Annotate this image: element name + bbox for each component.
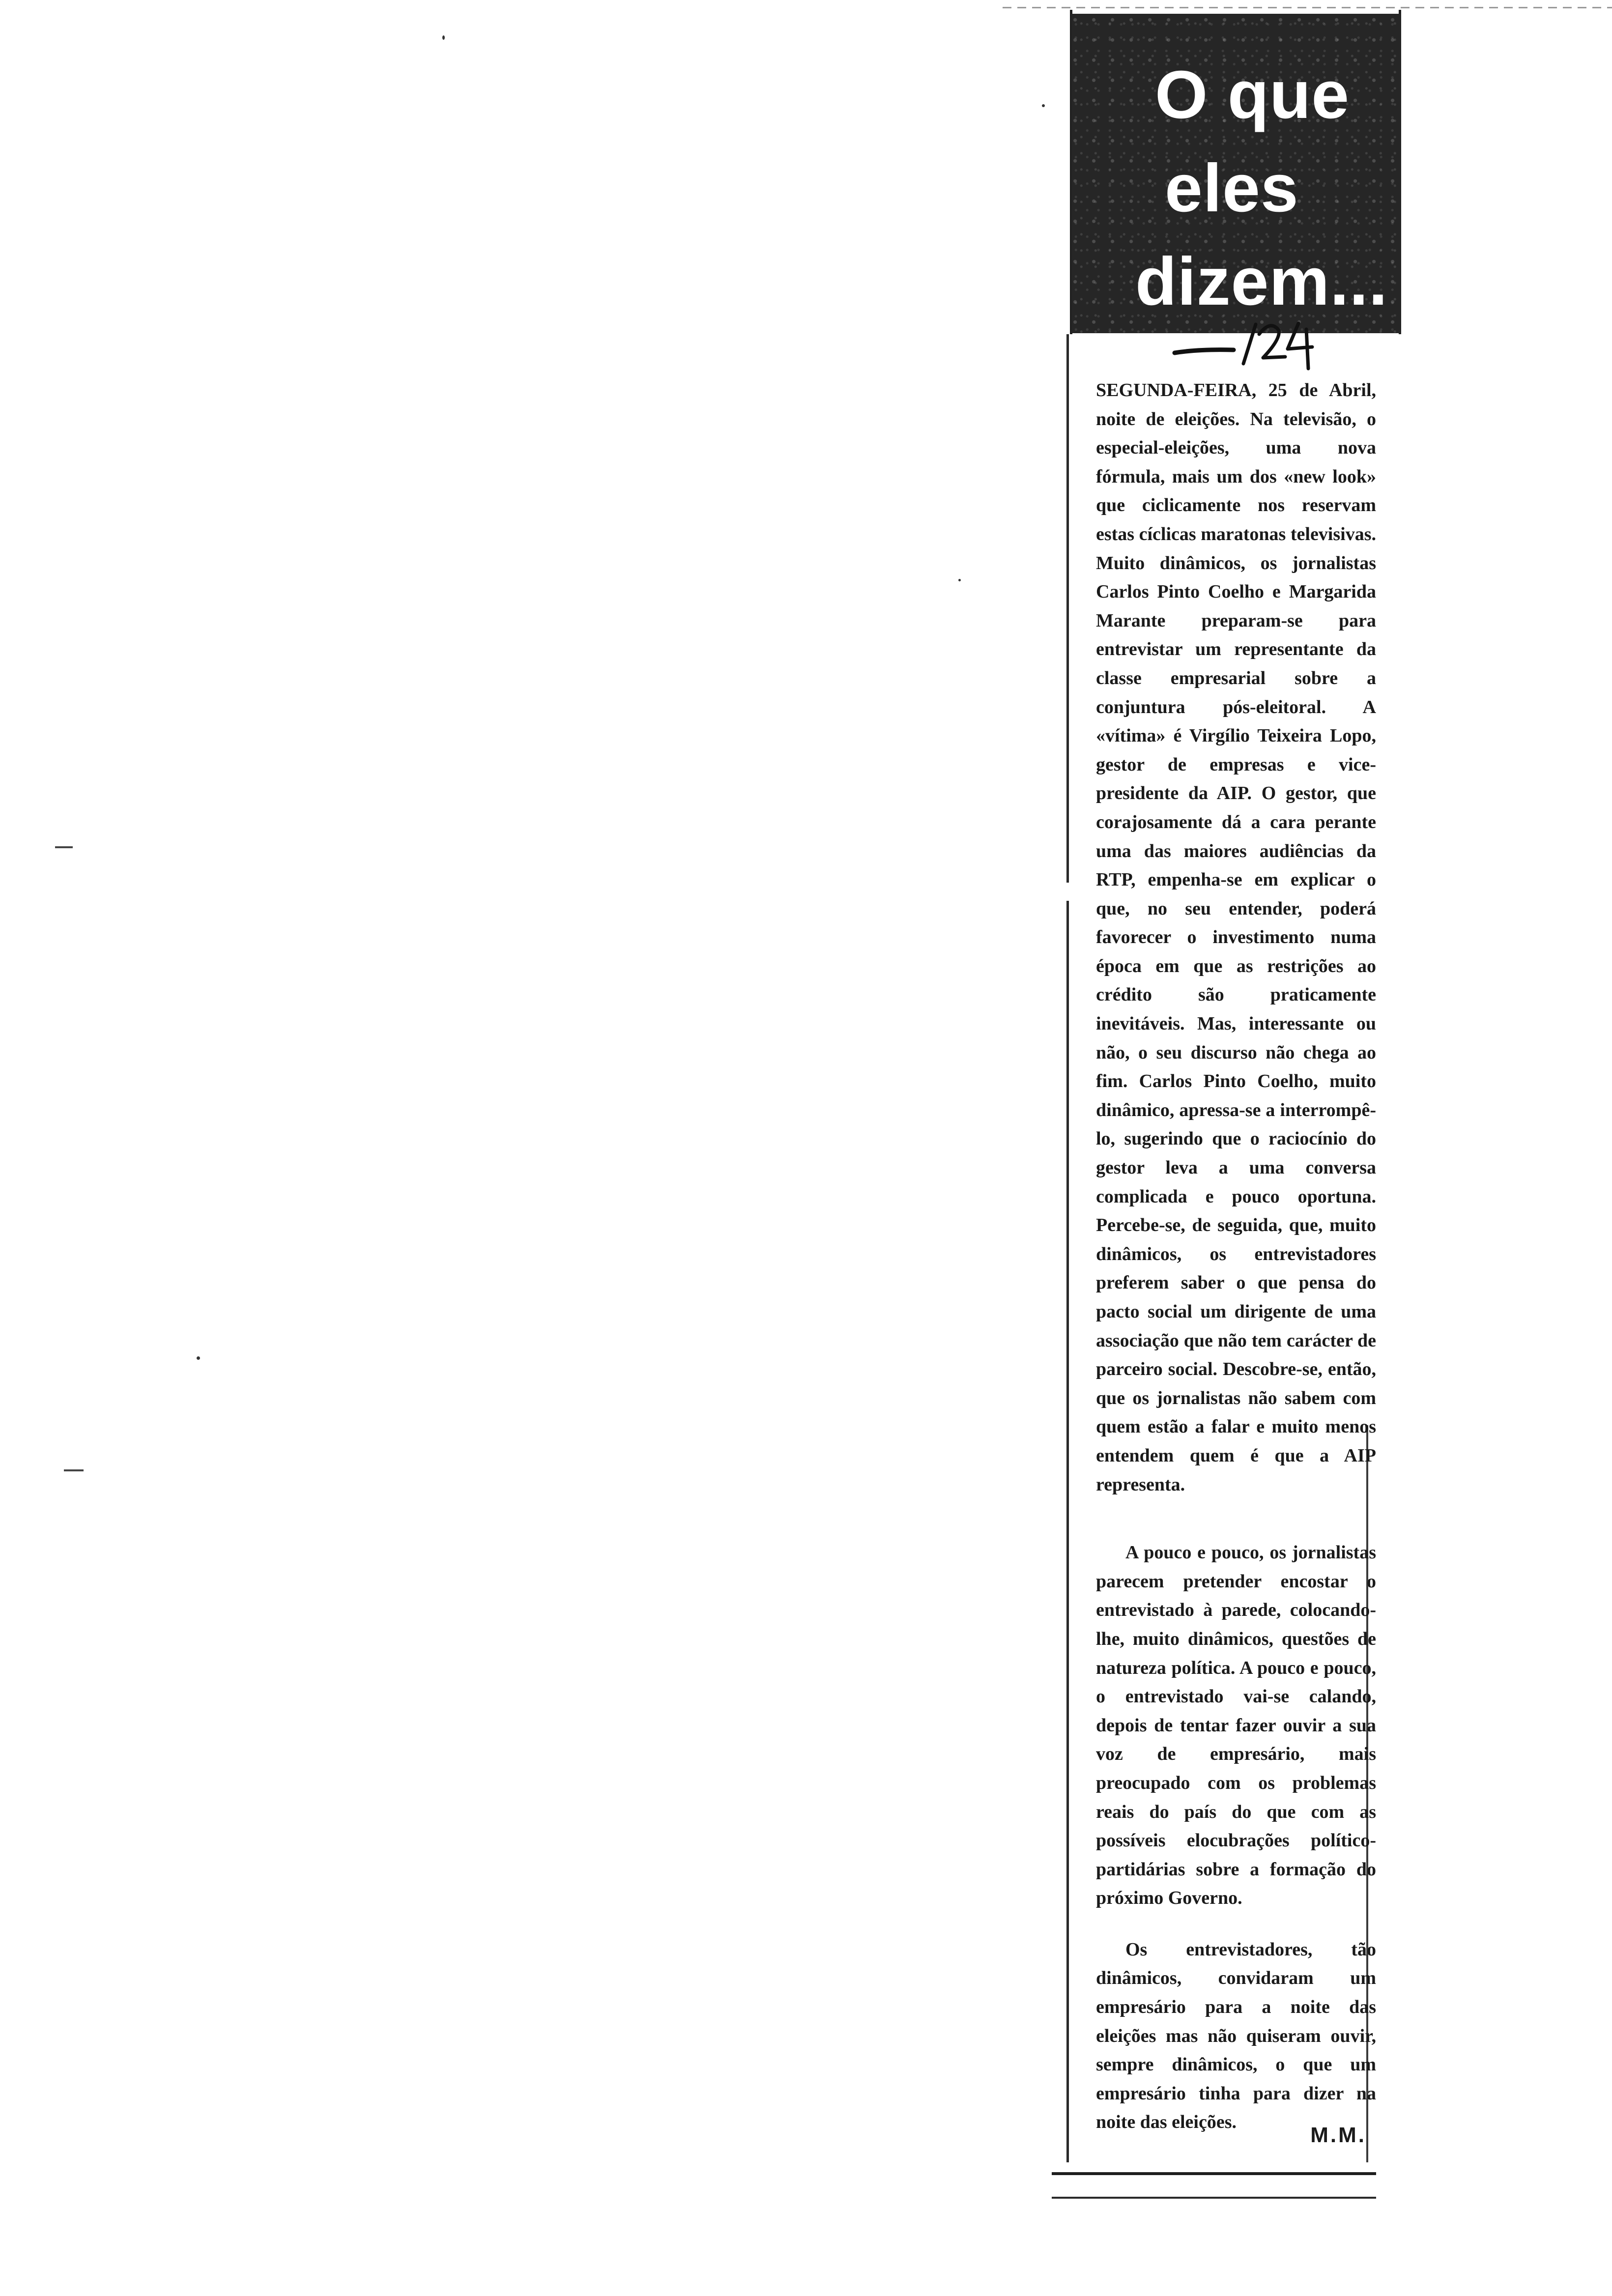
bottom-rule (1052, 2197, 1376, 2199)
headline (1135, 48, 1388, 328)
article-paragraph: A pouco e pouco, os jornalistas parecem pretender encostar o entrevistado à parede, colocando-lhe, muito dinâmicos, questões de natureza política. A pouco e pouco, o entrevistado vai-se calando, depois de tentar fazer ouvir a sua voz de empresário, mais preocupado com os problemas reais do país do que com as possíveis elocubrações político-partidárias sobre a formação do próximo Governo. (1096, 1542, 1376, 1909)
scan-speck (958, 579, 961, 581)
author-signature: M.M. (1310, 2123, 1366, 2147)
scan-mark (64, 1469, 84, 1471)
article-body (1096, 376, 1376, 2159)
scan-speck (197, 1356, 200, 1360)
scan-mark (55, 846, 73, 848)
article-paragraph: Os entrevistadores, tão dinâmicos, convidaram um empresário para a noite das eleições mas não quiseram ouvir, sempre dinâmicos, o que um empresário tinha para dizer na noite das eleições. (1096, 1939, 1376, 2133)
scan-speck (1042, 104, 1045, 107)
scan-speck (442, 35, 445, 40)
scan-edge-line (1003, 7, 1612, 8)
column-rule-left-body (1066, 334, 1069, 2162)
bottom-rule (1052, 2172, 1376, 2175)
article-paragraph: SEGUNDA-FEIRA, 25 de Abril, noite de eleições. Na televisão, o especial-eleições, uma nova fórmula, mais um dos «new look» que ciclicamente nos reservam estas cíclicas maratonas televisivas. Muito dinâmicos, os jornalistas Carlos Pinto Coelho e Margarida Marante preparam-se para entrevistar um representante da classe empresarial sobre a conjuntura pós-eleitoral. A «vítima» é Virgílio Teixeira Lopo, gestor de empresas e vice-presidente da AIP. O gestor, que corajosamente dá a cara perante uma das maiores audiências da RTP, empenha-se em explicar o que, no seu entender, poderá favorecer o investimento numa época em que as restrições ao crédito são praticamente inevitáveis. Mas, interessante ou não, o seu discurso não chega ao fim. Carlos Pinto Coelho, muito dinâmico, apressa-se a interrompê-lo, sugerindo que o raciocínio do gestor leva a uma conversa complicada e pouco oportuna. Percebe-se, de seguida, que, muito dinâmicos, os entrevistadores preferem saber o que pensa do pacto social um dirigente de uma associação que não tem carácter de parceiro social. Descobre-se, então, que os jornalistas não sabem com quem estão a falar e muito menos entendem quem é que a AIP representa. (1096, 380, 1376, 1495)
headline-line: O que (1155, 57, 1350, 133)
headline-line: dizem... (1135, 244, 1388, 319)
handwritten-annotation (1170, 315, 1327, 378)
headline-banner (1071, 14, 1401, 333)
headline-line: eles (1165, 150, 1299, 226)
